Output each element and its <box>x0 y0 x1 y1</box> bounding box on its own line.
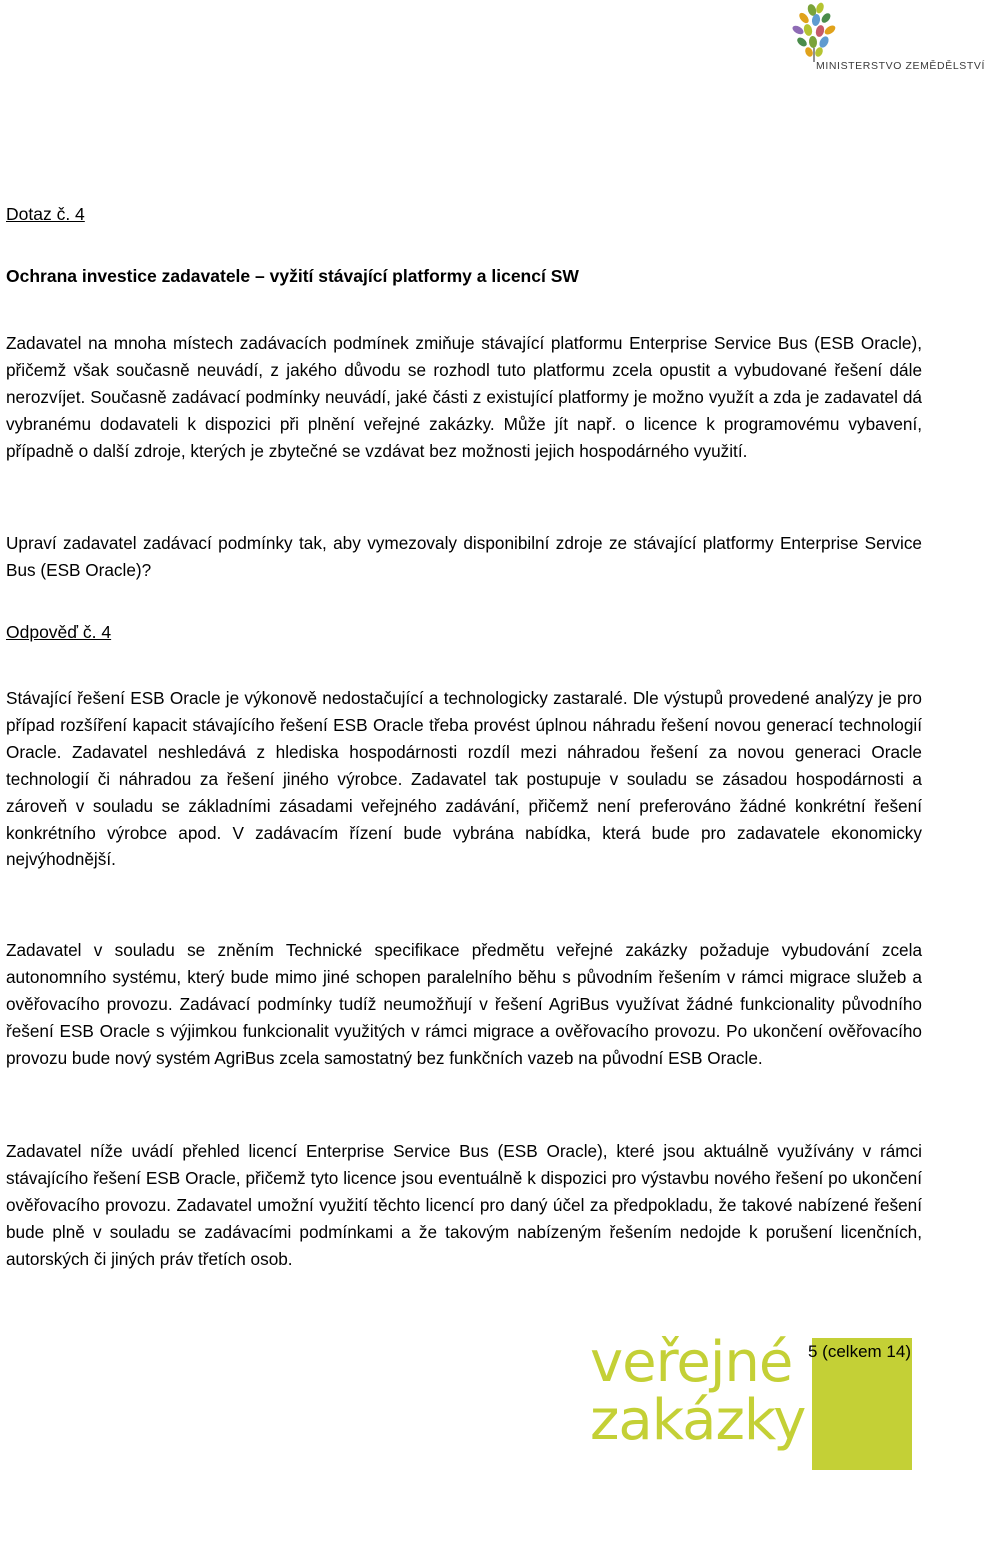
answer-label: Odpověď č. 4 <box>6 622 112 642</box>
answer-paragraph-3: Zadavatel níže uvádí přehled licencí Enterprise Service Bus (ESB Oracle), které jsou aktuálně využívány v rámci stávajícího řešení ESB Oracle, přičemž tyto licence jsou eventuálně k dispozici pro výstavbu nového řešení po ukončení ověřovacího provozu. Zadavatel umožní využití těchto licencí pro daný účel za předpokladu, že takové nabízené řešení bude plně v souladu se zadávacími podmínkami a že takovým nabízeným řešením nedojde k porušení licenčních, autorských či jiných práv třetích osob. <box>6 1141 922 1269</box>
ministry-logo <box>776 0 985 80</box>
question-paragraph-1: Zadavatel na mnoha místech zadávacích podmínek zmiňuje stávající platformu Enterprise Service Bus (ESB Oracle), přičemž však současně neuvádí, z jakého důvodu se rozhodl tuto platformu zcela opustit a vybudované řešení dále nerozvíjet. Současně zadávací podmínky neuvádí, jaké části z existující platformy je možno využít a zda je zadavatel dá vybranému dodavateli k dispozici při plnění veřejné zakázky. Může jít např. o licence k programovému vybavení, případně o další zdroje, kterých je zbytečné se vzdávat bez možnosti jejich hospodárného využití. <box>6 333 922 461</box>
answer-paragraph-1: Stávající řešení ESB Oracle je výkonově nedostačující a technologicky zastaralé. Dle výstupů provedené analýzy je pro případ rozšíření kapacit stávajícího řešení ESB Oracle třeba provést úplnou náhradu řešení novou generací technologií Oracle. Zadavatel neshledává z hlediska hospodárnosti rozdíl mezi náhradou řešení za novou generaci Oracle technologií či náhradou za řešení jiného výrobce. Zadavatel tak postupuje v souladu se zásadou hospodárnosti a zároveň v souladu se základními zásadami veřejného zadávání, přičemž není preferováno žádné konkrétní řešení konkrétního výrobce apod. V zadávacím řízení bude vybrána nabídka, která bude pro zadavatele ekonomicky nejvýhodnější. <box>6 688 922 870</box>
ministry-name: MINISTERSTVO ZEMĚDĚLSTVÍ <box>816 60 985 72</box>
logo-word-zakazky: zakázky <box>590 1388 806 1453</box>
answer-paragraph-2: Zadavatel v souladu se zněním Technické specifikace předmětu veřejné zakázky požaduje vybudování zcela autonomního systému, který bude mimo jiné schopen paralelního běhu s původním řešením v rámci migrace služeb a ověřovacího provozu. Zadávací podmínky tudíž neumožňují v řešení AgriBus využívat žádné funkcionality původního řešení ESB Oracle s výjimkou funkcionalit využitých v rámci migrace a ověřovacího provozu. Po ukončení ověřovacího provozu bude nový systém AgriBus zcela samostatný bez funkčních vazeb na původní ESB Oracle. <box>6 940 922 1068</box>
logo-word-verejne: veřejné <box>590 1330 793 1395</box>
page-number: 5 (celkem 14) <box>808 1342 911 1361</box>
question-paragraph-2: Upraví zadavatel zadávací podmínky tak, aby vymezovaly disponibilní zdroje ze stávající platformy Enterprise Service Bus (ESB Oracle)? <box>6 533 922 580</box>
question-title: Ochrana investice zadavatele – vyžití stávající platformy a licencí SW <box>6 266 579 286</box>
question-label: Dotaz č. 4 <box>6 204 85 224</box>
